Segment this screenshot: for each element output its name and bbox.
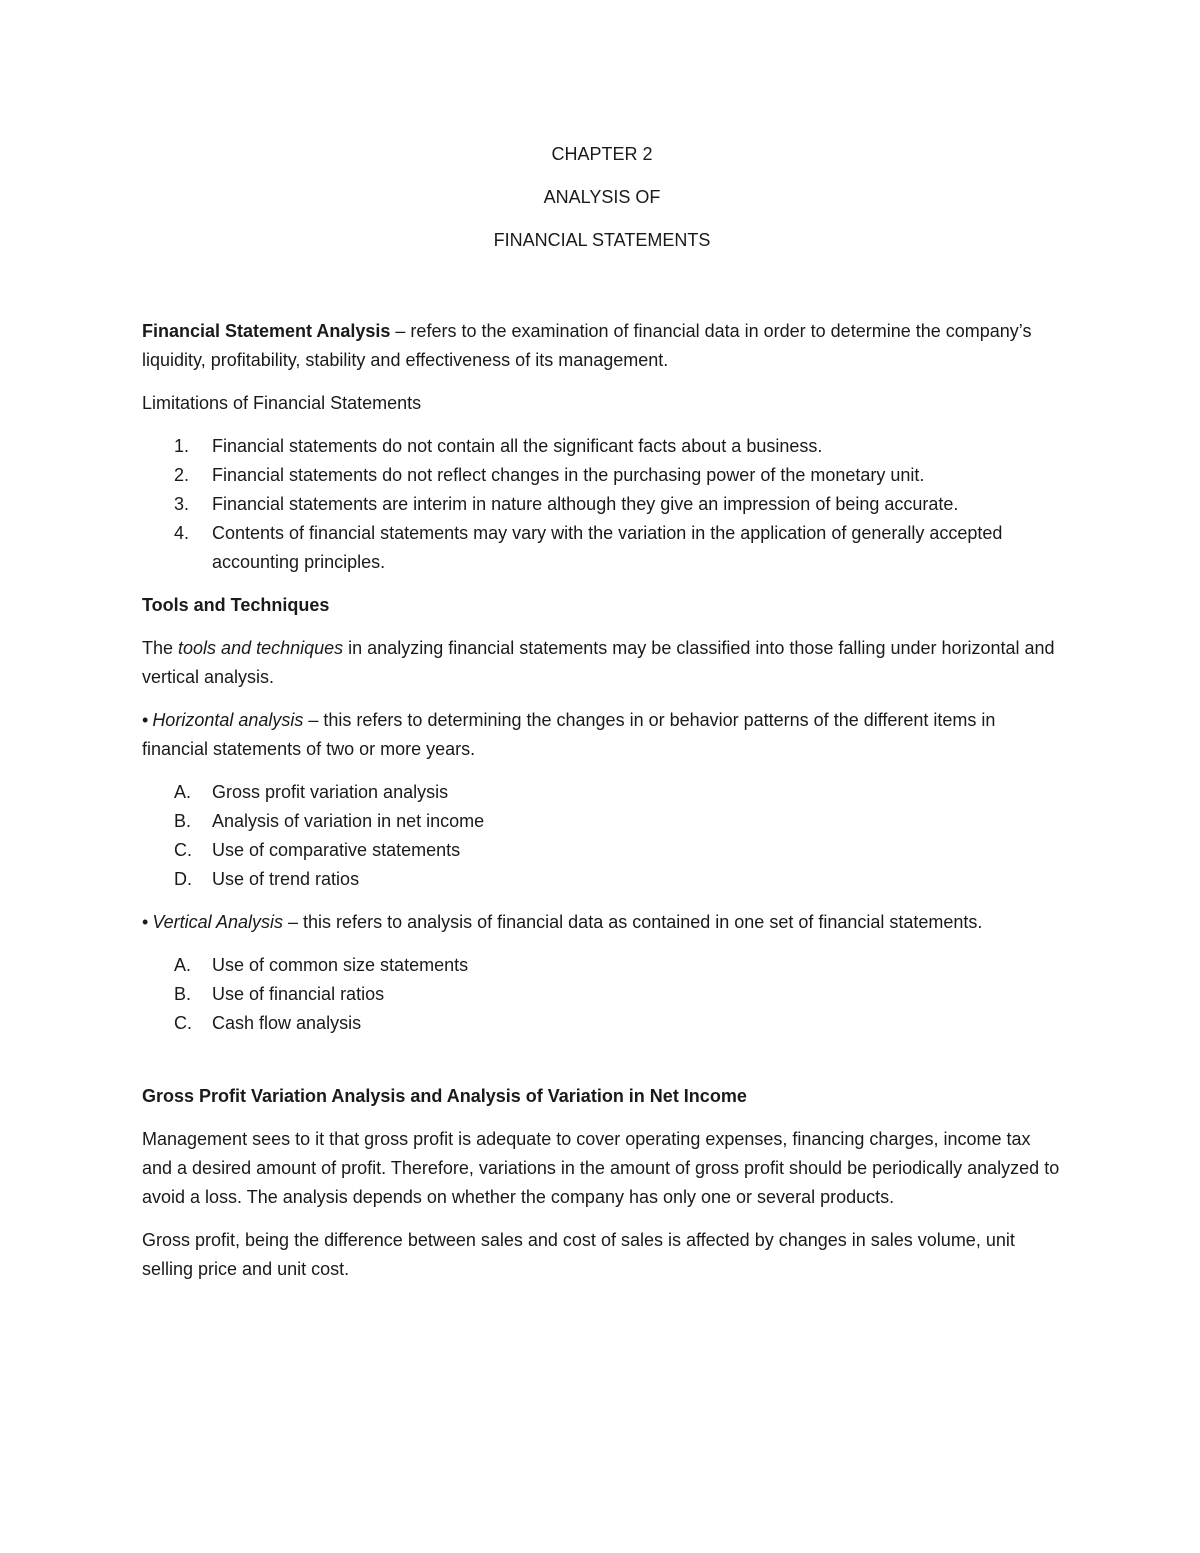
vertical-analysis-term: Vertical Analysis <box>152 912 284 932</box>
document-page <box>142 140 1062 1298</box>
list-marker: B. <box>174 984 192 1004</box>
definition-paragraph <box>142 317 1062 375</box>
definition-text: – refers to the examination of financial data in order to determine the company’s liquidity, profitability, stability and effectiveness of its management. <box>142 321 1032 370</box>
list-item-text: Cash flow analysis <box>212 1013 362 1033</box>
list-item <box>142 778 1062 807</box>
definition-term: Financial Statement Analysis <box>142 321 391 341</box>
list-item-text: Financial statements do not reflect changes in the purchasing power of the monetary unit. <box>212 465 925 485</box>
limitations-list <box>142 432 1062 577</box>
gross-profit-paragraph-1: Management sees to it that gross profit is adequate to cover operating expenses, financing charges, income tax and a desired amount of profit. Therefore, variations in the amount of gross profit should be periodically analyzed to avoid a loss. The analysis depends on whether the company has only one or several products. <box>142 1129 1060 1207</box>
list-item-text: Financial statements do not contain all the significant facts about a business. <box>212 436 823 456</box>
list-marker: A. <box>174 955 192 975</box>
limitations-heading: Limitations of Financial Statements <box>142 393 422 413</box>
list-item <box>142 519 1062 577</box>
horizontal-analysis-term: Horizontal analysis <box>152 710 304 730</box>
list-item <box>142 836 1062 865</box>
horizontal-analysis-text: – this refers to determining the changes in or behavior patterns of the different items in financial statements of two or more years. <box>142 710 996 759</box>
tools-intro-paragraph <box>142 634 1062 692</box>
gross-profit-heading: Gross Profit Variation Analysis and Analysis of Variation in Net Income <box>142 1086 747 1106</box>
vertical-analysis-text: – this refers to analysis of financial data as contained in one set of financial statements. <box>283 912 983 932</box>
vertical-analysis-list <box>142 951 1062 1038</box>
section-spacer <box>142 1052 1062 1082</box>
list-marker: A. <box>174 782 192 802</box>
tools-heading: Tools and Techniques <box>142 595 330 615</box>
list-item-text: Analysis of variation in net income <box>212 811 485 831</box>
tools-intro-post: in analyzing financial statements may be classified into those falling under horizontal and vertical analysis. <box>142 638 1055 687</box>
list-item <box>142 1009 1062 1038</box>
list-marker: C. <box>174 840 192 860</box>
list-item-text: Financial statements are interim in nature although they give an impression of being accurate. <box>212 494 959 514</box>
list-item-text: Use of comparative statements <box>212 840 461 860</box>
list-item <box>142 980 1062 1009</box>
tools-intro-pre: The <box>142 638 179 658</box>
list-item-text: Gross profit variation analysis <box>212 782 449 802</box>
list-item-text: Contents of financial statements may vary with the variation in the application of generally accepted accounting principles. <box>212 523 1003 572</box>
list-item-text: Use of trend ratios <box>212 869 360 889</box>
list-marker: 1. <box>174 436 190 456</box>
list-item <box>142 432 1062 461</box>
list-item <box>142 807 1062 836</box>
chapter-title-line-1: ANALYSIS OF <box>543 187 661 207</box>
list-item <box>142 951 1062 980</box>
list-marker: C. <box>174 1013 192 1033</box>
tools-intro-term: tools and techniques <box>178 638 344 658</box>
chapter-number: CHAPTER 2 <box>551 144 653 164</box>
horizontal-analysis-list <box>142 778 1062 894</box>
bullet-icon: • <box>142 912 149 932</box>
gross-profit-paragraph-2: Gross profit, being the difference between sales and cost of sales is affected by changes in sales volume, unit selling price and unit cost. <box>142 1230 1015 1279</box>
list-marker: D. <box>174 869 192 889</box>
bullet-icon: • <box>142 710 149 730</box>
list-item <box>142 461 1062 490</box>
vertical-analysis-paragraph <box>142 908 1062 937</box>
list-marker: 3. <box>174 494 190 514</box>
list-marker: B. <box>174 811 192 831</box>
chapter-title-line-2: FINANCIAL STATEMENTS <box>493 230 711 250</box>
list-item <box>142 865 1062 894</box>
list-item <box>142 490 1062 519</box>
list-item-text: Use of financial ratios <box>212 984 385 1004</box>
horizontal-analysis-paragraph <box>142 706 1062 764</box>
list-item-text: Use of common size statements <box>212 955 469 975</box>
list-marker: 4. <box>174 523 190 543</box>
list-marker: 2. <box>174 465 190 485</box>
